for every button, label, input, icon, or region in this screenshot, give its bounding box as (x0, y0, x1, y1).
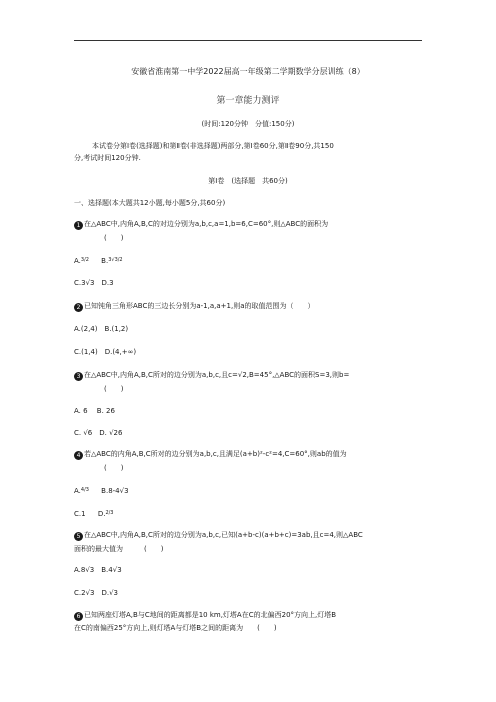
time-score: (时间:120分钟 分值:150分) (201, 120, 295, 128)
question-5-options-cd: C.2√3 D.√3 (74, 589, 119, 597)
question-3-options-cd: C. √6 D. √26 (74, 429, 123, 437)
header-rule (74, 40, 422, 41)
question-4-options-cd (74, 509, 113, 519)
option-b-value: 3√3/2 (108, 257, 123, 263)
question-5-text: 在△ABC中,内角A,B,C所对的边分别为a,b,c,已知(a+b-c)(a+b+c)=3ab,且c=4,则△ABC (84, 531, 363, 539)
question-number-5: 5 (74, 532, 83, 541)
question-3-stem (74, 371, 349, 381)
option-a-value: 3/2 (80, 257, 89, 263)
question-number-1: 1 (74, 221, 83, 230)
question-6-stem-line-2: 在C的南偏西25°方向上,则灯塔A与灯塔B之间的距离为 ( ) (74, 624, 277, 632)
question-4-paren: ( ) (104, 464, 124, 472)
intro-line-1: 本试卷分第Ⅰ卷(选择题)和第Ⅱ卷(非选择题)两部分,第Ⅰ卷60分,第Ⅱ卷90分,共150 (92, 142, 334, 150)
question-number-4: 4 (74, 451, 83, 460)
option-b-label: B. (101, 257, 109, 265)
intro-line-2: 分,考试时间120分钟. (74, 154, 141, 162)
document-title: 安徽省淮南第一中学2022届高一年级第二学期数学分层训练（8） (131, 67, 365, 76)
question-2-stem (74, 302, 315, 312)
question-1-options-ab (74, 256, 123, 266)
question-5-stem (74, 531, 363, 541)
question-2-options-ab: A.(2,4) B.(1,2) (74, 325, 129, 333)
question-4-stem (74, 450, 347, 460)
question-1-options-cd: C.3√3 D.3 (74, 279, 114, 287)
question-number-3: 3 (74, 372, 83, 381)
question-number-2: 2 (74, 303, 83, 312)
question-5-options-ab: A.8√3 B.4√3 (74, 566, 122, 574)
option-a-value: 4/3 (80, 487, 89, 493)
question-1-paren: ( ) (104, 234, 124, 242)
question-1-stem (74, 220, 328, 230)
question-6-stem (74, 611, 336, 621)
option-d-label: D. (97, 510, 106, 518)
question-2-text: 已知钝角三角形ABC的三边长分别为a-1,a,a+1,则a的取值范围为（ ） (84, 302, 315, 310)
question-1-text: 在△ABC中,内角A,B,C的对边分别为a,b,c,a=1,b=6,C=60°,则△ABC的面积为 (84, 220, 329, 228)
option-d-value: 2/3 (105, 510, 114, 516)
question-4-options-ab (74, 486, 129, 496)
question-3-paren: ( ) (104, 385, 124, 393)
question-2-options-cd: C.(1,4) D.(4,+∞) (74, 348, 137, 356)
question-4-text: 若△ABC的内角A,B,C所对的边分别为a,b,c,且满足(a+b)²-c²=4,C=60°,则ab的值为 (84, 450, 347, 458)
question-3-options-ab: A. 6 B. 26 (74, 407, 115, 415)
question-number-6: 6 (74, 612, 83, 621)
volume-title: 第Ⅰ卷 (选择题 共60分) (208, 177, 288, 185)
question-5-stem-line-2: 面积的最大值为 ( ) (74, 545, 164, 553)
section-heading: 一、选择题(本大题共12小题,每小题5分,共60分) (74, 199, 226, 207)
chapter-title: 第一章能力测评 (216, 96, 280, 106)
option-a-label: A. (74, 257, 81, 265)
option-a-label: A. (74, 487, 81, 495)
question-3-text: 在△ABC中,内角A,B,C所对的边分别为a,b,c,且c=√2,B=45°,△ABC的面积S=3,则b= (84, 371, 350, 379)
option-c: C.1 (74, 510, 86, 518)
option-b: B.8-4√3 (101, 487, 129, 495)
question-6-text: 已知两座灯塔A,B与C地间的距离都是10 km,灯塔A在C的北偏西20°方向上,灯塔B (84, 611, 337, 619)
